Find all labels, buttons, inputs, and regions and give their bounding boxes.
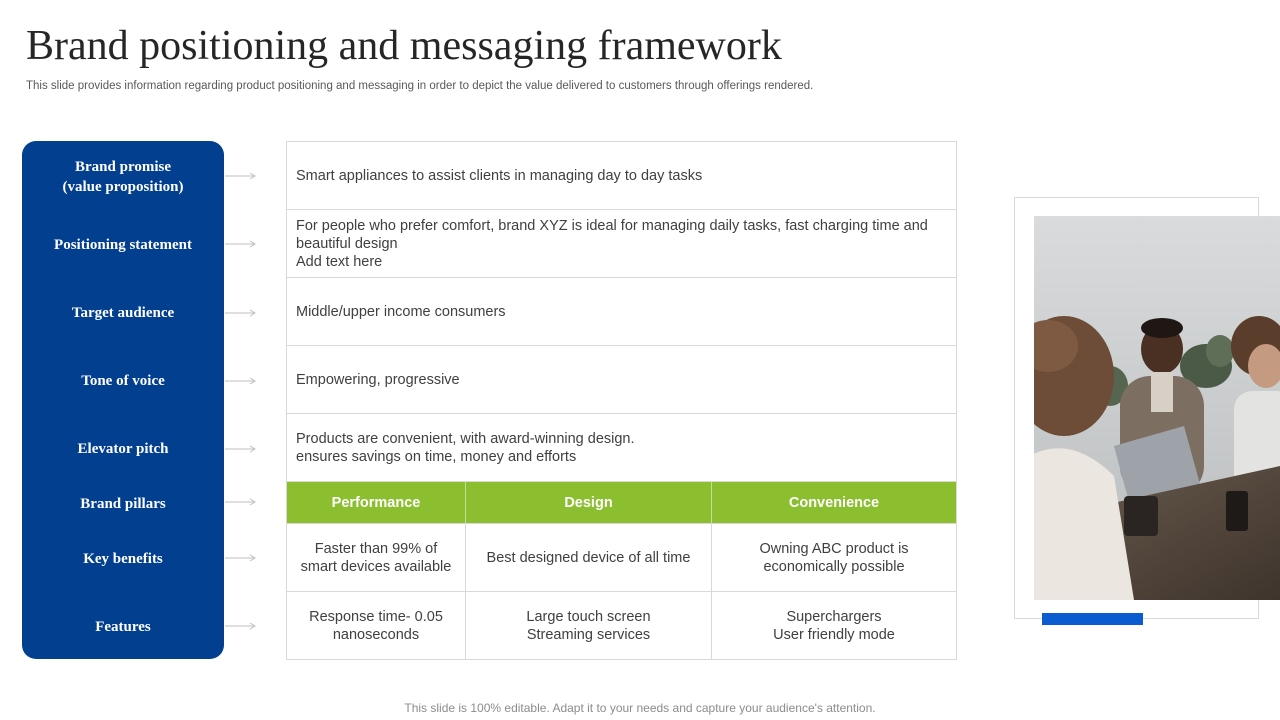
arrow-icon	[225, 239, 257, 249]
pillar-header: Performance	[287, 482, 466, 523]
benefit-cell: Best designed device of all time	[466, 524, 712, 591]
feature-cell: Superchargers User friendly mode	[773, 608, 895, 643]
footer-note: This slide is 100% editable. Adapt it to your needs and capture your audience's attention.	[404, 701, 876, 715]
brand-promise-text: Smart appliances to assist clients in managing day to day tasks	[296, 167, 703, 184]
pillars-header-row	[287, 482, 956, 524]
arrow-icon	[225, 376, 257, 386]
arrow-icon	[225, 497, 257, 507]
arrow-icon	[225, 308, 257, 318]
category-sidebar	[22, 141, 224, 659]
label-key-benefits: Key benefits	[83, 551, 163, 567]
label-brand-pillars: Brand pillars	[80, 496, 166, 512]
benefit-cell: Faster than 99% of smart devices available	[287, 524, 466, 591]
positioning-text: For people who prefer comfort, brand XYZ is ideal for managing daily tasks, fast charging time and beautiful design	[296, 217, 928, 252]
pillar-header: Convenience	[712, 482, 956, 523]
meeting-photo	[1034, 216, 1280, 600]
page-subtitle: This slide provides information regarding product positioning and messaging in order to depict the value delivered to customers through offerings rendered.	[26, 80, 814, 92]
feature-cell: Response time- 0.05 nanoseconds	[287, 592, 466, 659]
arrow-icon	[225, 171, 257, 181]
benefit-cell: Owning ABC product is economically possible	[759, 540, 909, 575]
features-row	[287, 592, 956, 659]
label-brand-promise: Brand promise (value proposition)	[62, 159, 184, 195]
elevator-pitch-line: ensures savings on time, money and efforts	[296, 448, 577, 465]
row-positioning-statement	[287, 210, 956, 278]
tone-of-voice-text: Empowering, progressive	[296, 371, 460, 388]
row-elevator-pitch	[287, 414, 956, 482]
positioning-placeholder: Add text here	[296, 253, 383, 270]
page-title: Brand positioning and messaging framework	[26, 23, 782, 69]
label-target-audience: Target audience	[71, 305, 175, 321]
row-target-audience	[287, 278, 956, 346]
label-elevator-pitch: Elevator pitch	[77, 441, 169, 457]
label-features: Features	[95, 619, 151, 635]
arrow-icon	[225, 444, 257, 454]
row-tone-of-voice	[287, 346, 956, 414]
pillar-header: Design	[466, 482, 712, 523]
key-benefits-row	[287, 524, 956, 592]
framework-table	[286, 141, 957, 660]
row-brand-promise	[287, 142, 956, 210]
arrow-icon	[225, 553, 257, 563]
label-positioning-statement: Positioning statement	[54, 237, 192, 253]
elevator-pitch-line: Products are convenient, with award-winning design.	[296, 430, 635, 447]
feature-cell: Large touch screen Streaming services	[466, 592, 712, 659]
label-tone-of-voice: Tone of voice	[81, 373, 165, 389]
arrow-icon	[225, 621, 257, 631]
target-audience-text: Middle/upper income consumers	[296, 303, 506, 320]
accent-bar	[1042, 613, 1143, 625]
